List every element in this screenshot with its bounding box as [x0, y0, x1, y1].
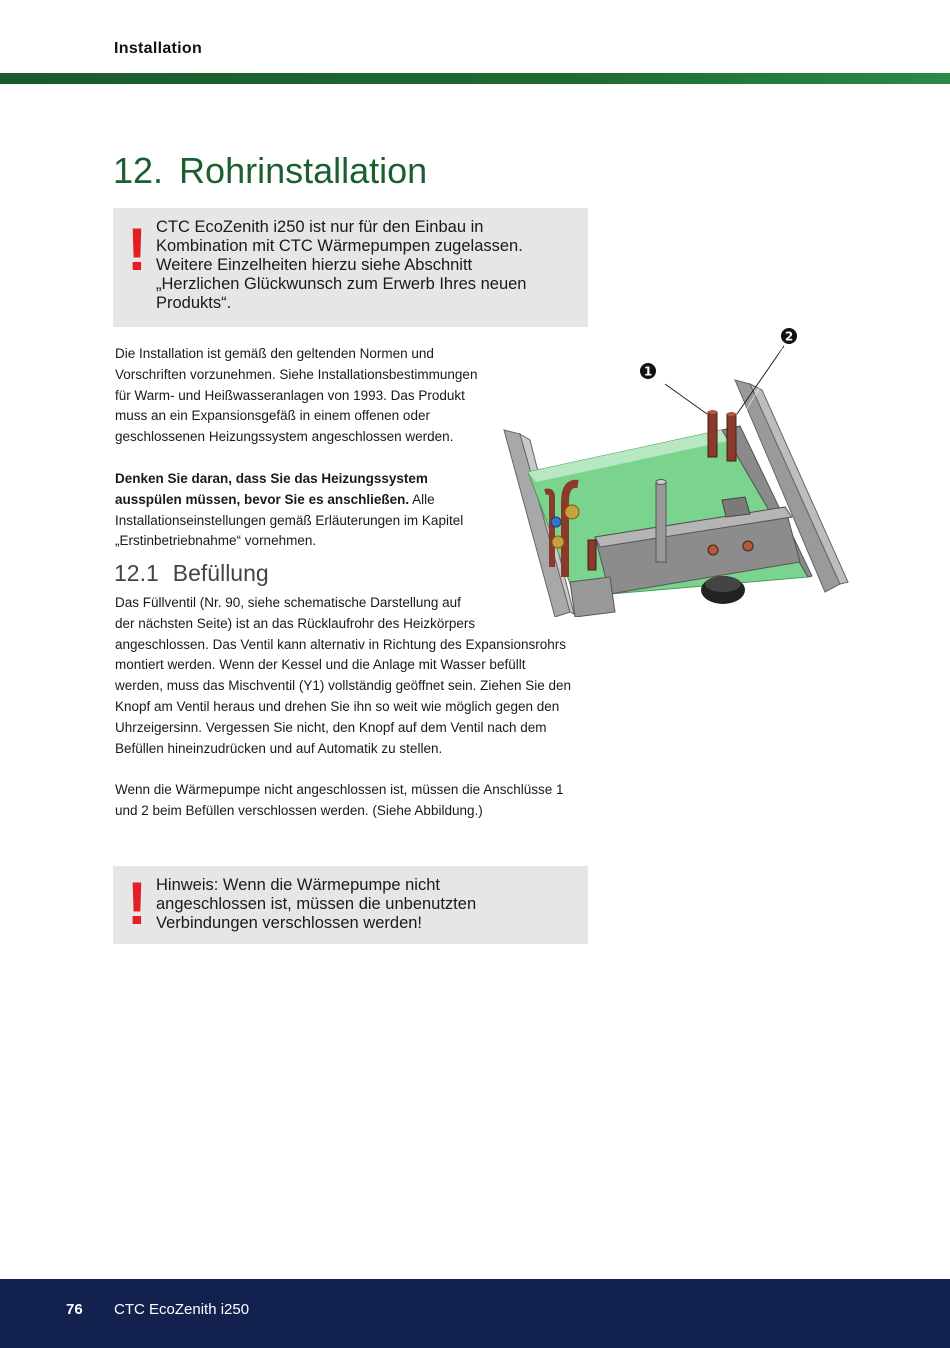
- section-header: Installation: [114, 40, 203, 57]
- text-span: Alle: [409, 491, 435, 507]
- subsection-title-text: Befüllung: [172, 560, 269, 586]
- subsection-title: [114, 560, 269, 587]
- warning-note: [113, 208, 588, 327]
- note-line: Kombination mit CTC Wärmepumpen zugelassen.: [156, 237, 523, 255]
- footer-product-name: CTC EcoZenith i250: [114, 1301, 250, 1318]
- marker-1-icon: [640, 363, 656, 379]
- note-line: „Herzlichen Glückwunsch zum Erwerb Ihres neuen: [156, 275, 527, 293]
- text-line: Befüllen hineinzudrücken und auf Automatik zu stellen.: [115, 740, 443, 756]
- page-number: 76: [66, 1301, 83, 1318]
- chapter-number: 12.: [113, 150, 164, 191]
- header-rule: [0, 73, 950, 84]
- connections-paragraph: [115, 780, 564, 822]
- note-line: Hinweis: Wenn die Wärmepumpe nicht: [156, 876, 440, 894]
- chapter-title: [113, 150, 427, 192]
- bold-text: ausspülen müssen, bevor Sie es anschließen.: [115, 491, 410, 507]
- text-line: Knopf am Ventil heraus und drehen Sie ihn so weit wie möglich gegen den: [115, 698, 560, 714]
- marker-2-icon: [781, 328, 797, 344]
- note-line: angeschlossen ist, müssen die unbenutzten: [156, 895, 477, 913]
- marker-2-label: 2: [784, 329, 794, 344]
- filling-paragraph: [115, 593, 571, 759]
- text-line: Wenn die Wärmepumpe nicht angeschlossen ist, müssen die Anschlüsse 1: [115, 782, 564, 797]
- text-line: Uhrzeigersinn. Vergessen Sie nicht, den Knopf auf dem Ventil nach dem: [115, 719, 547, 735]
- bold-text: Denken Sie daran, dass Sie das Heizungssystem: [115, 471, 428, 486]
- text-line: Das Füllventil (Nr. 90, siehe schematische Darstellung auf: [115, 595, 461, 610]
- text-line: angeschlossen. Das Ventil kann alternativ in Richtung des Expansionsrohrs: [115, 636, 567, 652]
- exclamation-icon: !: [127, 870, 147, 937]
- text-line: Installationseinstellungen gemäß Erläuterungen im Kapitel: [115, 512, 464, 528]
- hint-note: [113, 866, 588, 944]
- text-line: muss an ein Expansionsgefäß in einem offenen oder: [115, 408, 430, 424]
- text-line: der nächsten Seite) ist an das Rücklaufrohr des Heizkörpers: [115, 615, 476, 631]
- hint-note-text: [156, 876, 570, 933]
- text-line: Vorschriften vorzunehmen. Siehe Installationsbestimmungen: [115, 366, 478, 382]
- text-line: „Erstinbetriebnahme“ vornehmen.: [115, 533, 317, 549]
- subsection-number: 12.1: [114, 560, 159, 586]
- chapter-title-text: Rohrinstallation: [179, 150, 428, 191]
- marker-1-label: 1: [643, 364, 653, 379]
- text-line: für Warm- und Heißwasseranlagen von 1993. Das Produkt: [115, 387, 465, 403]
- warning-note-text: [156, 218, 570, 313]
- note-line: Verbindungen verschlossen werden!: [156, 914, 423, 932]
- text-line: geschlossenen Heizungssystem angeschlossen werden.: [115, 429, 454, 445]
- text-line: montiert werden. Wenn der Kessel und die Anlage mit Wasser befüllt: [115, 657, 526, 673]
- note-line: CTC EcoZenith i250 ist nur für den Einbau in: [156, 218, 484, 236]
- flushing-paragraph: [115, 469, 463, 552]
- installation-paragraph: [115, 344, 477, 448]
- note-line: Produkts“.: [156, 294, 232, 312]
- text-line: werden, muss das Mischventil (Y1) vollständig geöffnet sein. Ziehen Sie den: [115, 678, 571, 694]
- text-line: Die Installation ist gemäß den geltenden Normen und: [115, 346, 434, 361]
- boiler-top-illustration: [500, 322, 850, 617]
- exclamation-icon: !: [127, 216, 147, 283]
- note-line: Weitere Einzelheiten hierzu siehe Abschnitt: [156, 256, 473, 274]
- text-line: und 2 beim Befüllen verschlossen werden. (Siehe Abbildung.): [115, 802, 483, 818]
